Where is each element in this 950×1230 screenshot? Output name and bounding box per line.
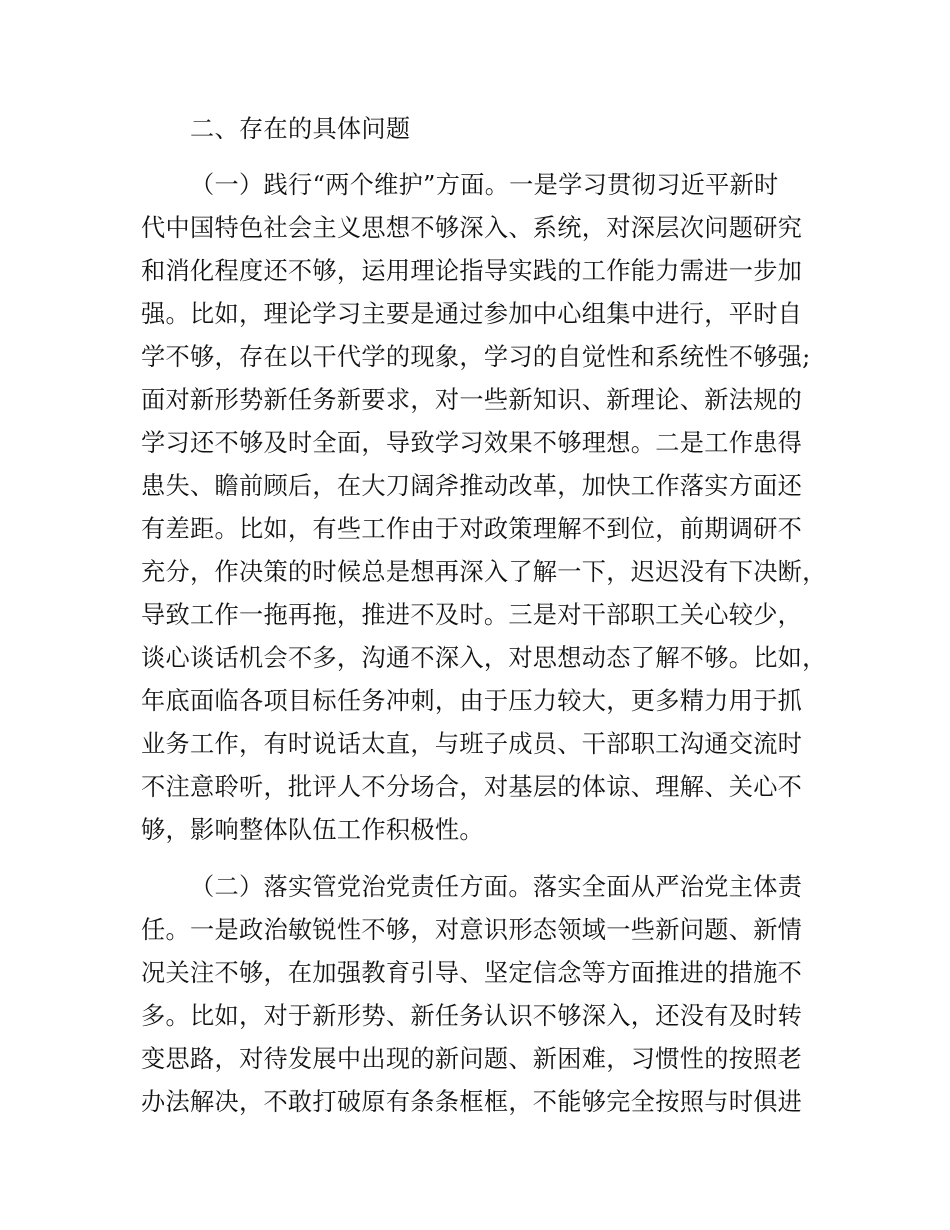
paragraph-1-line-4: 强。比如，理论学习主要是通过参加中心组集中进行，平时自 — [141, 300, 803, 328]
paragraph-1-line-10: 充分，作决策的时候总是想再深入了解一下，迟迟没有下决断， — [141, 558, 827, 586]
paragraph-1-line-16: 够，影响整体队伍工作积极性。 — [141, 816, 484, 844]
paragraph-1-line-6: 面对新形势新任务新要求，对一些新知识、新理论、新法规的 — [141, 386, 803, 414]
paragraph-1-line-9: 有差距。比如，有些工作由于对政策理解不到位，前期调研不 — [141, 515, 803, 543]
paragraph-2-line-3: 况关注不够，在加强教育引导、坚定信念等方面推进的措施不 — [141, 959, 803, 987]
paragraph-2-line-4: 多。比如，对于新形势、新任务认识不够深入，还没有及时转 — [141, 1002, 803, 1030]
paragraph-1-line-11: 导致工作一拖再拖，推进不及时。三是对干部职工关心较少， — [141, 601, 803, 629]
paragraph-1-line-5: 学不够，存在以干代学的现象，学习的自觉性和系统性不够强; — [141, 343, 811, 371]
paragraph-2-line-2: 任。一是政治敏锐性不够，对意识形态领域一些新问题、新情 — [141, 916, 803, 944]
paragraph-1-line-8: 患失、瞻前顾后，在大刀阔斧推动改革，加快工作落实方面还 — [141, 472, 803, 500]
paragraph-1-line-13: 年底面临各项目标任务冲刺，由于压力较大，更多精力用于抓 — [141, 687, 803, 715]
paragraph-1-line-12: 谈心谈话机会不多，沟通不深入，对思想动态了解不够。比如， — [141, 644, 827, 672]
paragraph-1-line-15: 不注意聆听，批评人不分场合，对基层的体谅、理解、关心不 — [141, 773, 803, 801]
paragraph-1-line-1: （一）践行“两个维护”方面。一是学习贯彻习近平新时 — [190, 171, 779, 199]
paragraph-1-line-2: 代中国特色社会主义思想不够深入、系统，对深层次问题研究 — [141, 214, 803, 242]
paragraph-1-line-14: 业务工作，有时说话太直，与班子成员、干部职工沟通交流时 — [141, 730, 803, 758]
paragraph-2-line-6: 办法解决，不敢打破原有条条框框，不能够完全按照与时俱进 — [141, 1088, 803, 1116]
section-heading: 二、存在的具体问题 — [190, 115, 411, 143]
paragraph-2-line-5: 变思路，对待发展中出现的新问题、新困难，习惯性的按照老 — [141, 1045, 803, 1073]
paragraph-1-line-7: 学习还不够及时全面，导致学习效果不够理想。二是工作患得 — [141, 429, 803, 457]
paragraph-2-line-1: （二）落实管党治党责任方面。落实全面从严治党主体责 — [190, 873, 803, 901]
paragraph-1-line-3: 和消化程度还不够，运用理论指导实践的工作能力需进一步加 — [141, 257, 803, 285]
